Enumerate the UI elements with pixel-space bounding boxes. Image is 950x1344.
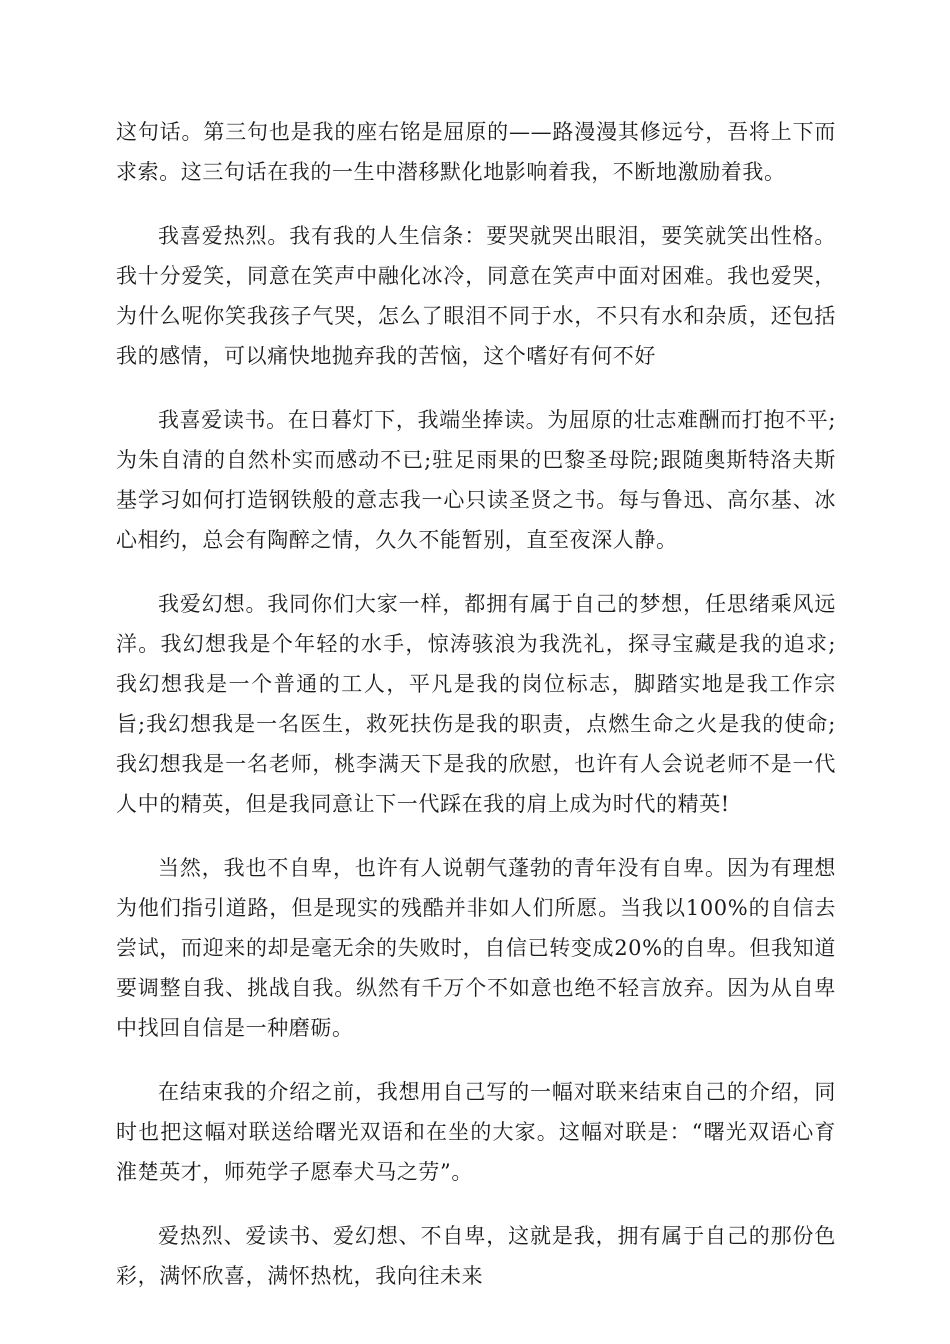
paragraph-3: 我喜爱读书。在日暮灯下，我端坐捧读。为屈原的壮志难酬而打抱不平;为朱自清的自然朴实而感动不已;驻足雨果的巴黎圣母院;跟随奥斯特洛夫斯基学习如何打造钢铁般的意志我一心只读圣贤之书。每与鲁迅、高尔基、冰心相约，总会有陶醉之情，久久不能暂别，直至夜深人静。	[116, 408, 836, 552]
paragraph-2: 我喜爱热烈。我有我的人生信条：要哭就哭出眼泪，要笑就笑出性格。我十分爱笑，同意在笑声中融化冰冷，同意在笑声中面对困难。我也爱哭，为什么呢你笑我孩子气哭，怎么了眼泪不同于水，不只有水和杂质，还包括我的感情，可以痛快地抛弃我的苦恼，这个嗜好有何不好	[116, 224, 836, 368]
paragraph-1: 这句话。第三句也是我的座右铭是屈原的——路漫漫其修远兮，吾将上下而求索。这三句话在我的一生中潜移默化地影响着我，不断地激励着我。	[116, 120, 836, 184]
document-body	[116, 112, 836, 1320]
paragraph-5: 当然，我也不自卑，也许有人说朝气蓬勃的青年没有自卑。因为有理想为他们指引道路，但是现实的残酷并非如人们所愿。当我以100%的自信去尝试，而迎来的却是毫无余的失败时，自信已转变成20%的自卑。但我知道要调整自我、挑战自我。纵然有千万个不如意也绝不轻言放弃。因为从自卑中找回自信是一种磨砺。	[116, 856, 836, 1040]
paragraph-6: 在结束我的介绍之前，我想用自己写的一幅对联来结束自己的介绍，同时也把这幅对联送给曙光双语和在坐的大家。这幅对联是：“曙光双语心育淮楚英才，师苑学子愿奉犬马之劳”。	[116, 1080, 836, 1184]
paragraph-7: 爱热烈、爱读书、爱幻想、不自卑，这就是我，拥有属于自己的那份色彩，满怀欣喜，满怀热枕，我向往未来	[116, 1224, 836, 1288]
paragraph-4: 我爱幻想。我同你们大家一样，都拥有属于自己的梦想，任思绪乘风远洋。我幻想我是个年轻的水手，惊涛骇浪为我洗礼，探寻宝藏是我的追求;我幻想我是一个普通的工人，平凡是我的岗位标志，脚踏实地是我工作宗旨;我幻想我是一名医生，救死扶伤是我的职责，点燃生命之火是我的使命;我幻想我是一名老师，桃李满天下是我的欣慰，也许有人会说老师不是一代人中的精英，但是我同意让下一代踩在我的肩上成为时代的精英!	[116, 592, 836, 816]
